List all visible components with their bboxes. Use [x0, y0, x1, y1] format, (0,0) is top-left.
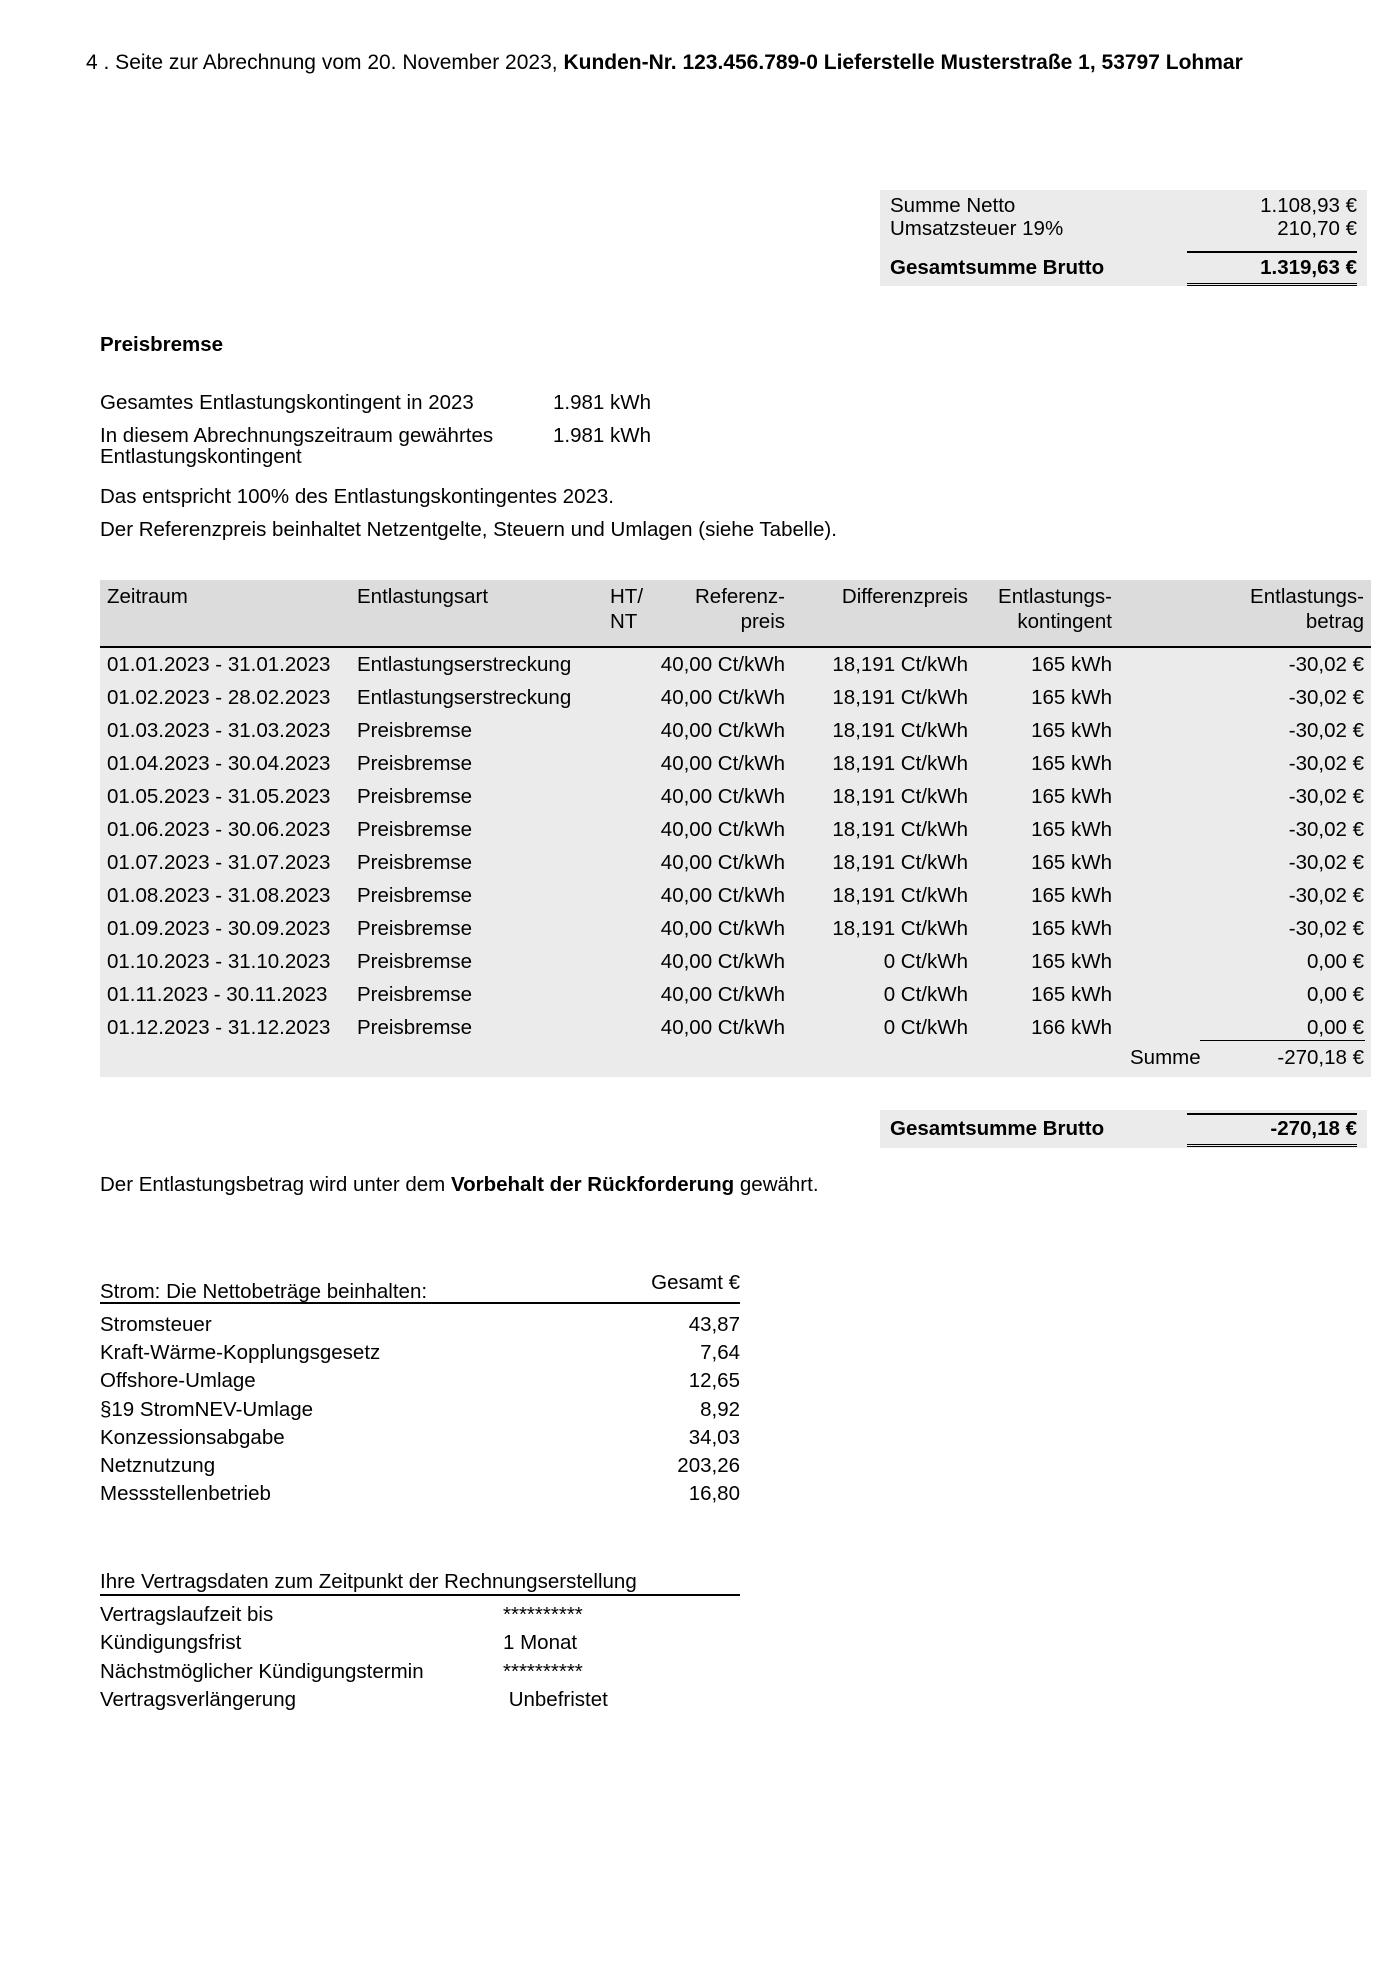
note-percentage: Das entspricht 100% des Entlastungskontingentes 2023. — [100, 485, 614, 508]
cell-entlastungsart: Preisbremse — [357, 884, 473, 907]
cell-zeitraum: 01.11.2023 - 30.11.2023 — [107, 983, 328, 1006]
cell-differenzpreis: 18,191 Ct/kWh — [832, 818, 968, 841]
cell-kontingent: 165 kWh — [1031, 983, 1112, 1006]
vertrag-title: Ihre Vertragsdaten zum Zeitpunkt der Rechnungserstellung — [100, 1570, 637, 1593]
totals-bottom-rule — [1187, 1113, 1357, 1115]
cell-kontingent: 165 kWh — [1031, 851, 1112, 874]
cell-referenzpreis: 40,00 Ct/kWh — [660, 785, 785, 808]
col-kontingent — [980, 585, 1112, 634]
totals-box-bottom — [880, 1110, 1367, 1148]
table-header — [100, 580, 1371, 648]
cell-entlastungsart: Preisbremse — [357, 983, 473, 1006]
cell-betrag: 0,00 € — [1307, 1016, 1364, 1039]
table-row — [100, 752, 1371, 785]
cell-differenzpreis: 18,191 Ct/kWh — [832, 752, 968, 775]
table-row — [100, 653, 1371, 686]
cell-differenzpreis: 0 Ct/kWh — [883, 1016, 968, 1039]
note-referenzpreis: Der Referenzpreis beinhaltet Netzentgelte, Steuern und Umlagen (siehe Tabelle). — [100, 518, 837, 541]
netto-item-label: Netznutzung — [100, 1454, 216, 1477]
cell-entlastungsart: Entlastungserstreckung — [357, 653, 572, 676]
netto-title: Strom: Die Nettobeträge beinhalten: — [100, 1280, 428, 1303]
col-betrag-line2: betrag — [1305, 609, 1364, 633]
cell-entlastungsart: Preisbremse — [357, 851, 473, 874]
kontingent-label: Gesamtes Entlastungskontingent in 2023 — [100, 391, 474, 414]
summe-label: Summe — [1130, 1046, 1201, 1069]
cell-zeitraum: 01.02.2023 - 28.02.2023 — [107, 686, 331, 709]
netto-item-label: Stromsteuer — [100, 1313, 212, 1336]
cell-betrag: -30,02 € — [1288, 653, 1364, 676]
cell-referenzpreis: 40,00 Ct/kWh — [660, 884, 785, 907]
vertrag-item — [100, 1603, 740, 1631]
vertrag-item — [100, 1660, 740, 1688]
cell-betrag: -30,02 € — [1288, 851, 1364, 874]
brutto-value: 1.319,63 € — [1260, 256, 1357, 279]
cell-entlastungsart: Preisbremse — [357, 752, 473, 775]
netto-item-label: Kraft-Wärme-Kopplungsgesetz — [100, 1341, 381, 1365]
cell-entlastungsart: Preisbremse — [357, 917, 473, 940]
netto-item-label: Messstellenbetrieb — [100, 1482, 271, 1506]
cell-kontingent: 165 kWh — [1031, 752, 1112, 775]
col-htnt-line1: HT/ — [610, 585, 644, 608]
cell-referenzpreis: 40,00 Ct/kWh — [660, 818, 785, 841]
totals-box-top — [880, 190, 1367, 286]
table-row — [100, 1016, 1371, 1049]
col-betrag — [1200, 585, 1364, 634]
table-row — [100, 851, 1371, 884]
cell-kontingent: 165 kWh — [1031, 884, 1112, 907]
cell-zeitraum: 01.07.2023 - 31.07.2023 — [107, 851, 331, 874]
cell-referenzpreis: 40,00 Ct/kWh — [660, 686, 785, 709]
netto-item — [100, 1341, 740, 1369]
cell-entlastungsart: Entlastungserstreckung — [357, 686, 572, 709]
cell-zeitraum: 01.06.2023 - 30.06.2023 — [107, 818, 331, 841]
cell-zeitraum: 01.10.2023 - 31.10.2023 — [107, 950, 331, 973]
cell-referenzpreis: 40,00 Ct/kWh — [660, 653, 785, 676]
cell-kontingent: 165 kWh — [1031, 818, 1112, 841]
table-row — [100, 686, 1371, 719]
table-row — [100, 983, 1371, 1016]
vertrag-item-label: Kündigungsfrist — [100, 1631, 242, 1655]
netto-item — [100, 1454, 740, 1482]
cell-entlastungsart: Preisbremse — [357, 785, 473, 808]
netto-item-value: 43,87 — [688, 1313, 740, 1336]
vorbehalt-pre: Der Entlastungsbetrag wird unter dem — [100, 1173, 451, 1196]
cell-kontingent: 166 kWh — [1031, 1016, 1112, 1039]
cell-referenzpreis: 40,00 Ct/kWh — [660, 917, 785, 940]
netto-item-label: Konzessionsabgabe — [100, 1425, 285, 1449]
cell-referenzpreis: 40,00 Ct/kWh — [660, 719, 785, 742]
vertrag-item-label: Vertragslaufzeit bis — [100, 1603, 274, 1626]
cell-referenzpreis: 40,00 Ct/kWh — [660, 950, 785, 973]
cell-kontingent: 165 kWh — [1031, 719, 1112, 742]
cell-betrag: -30,02 € — [1288, 686, 1364, 709]
cell-zeitraum: 01.08.2023 - 31.08.2023 — [107, 884, 331, 907]
cell-differenzpreis: 18,191 Ct/kWh — [832, 719, 968, 742]
header-customer: Kunden-Nr. 123.456.789-0 Lieferstelle Musterstraße 1, 53797 Lohmar — [563, 51, 1243, 74]
cell-zeitraum: 01.05.2023 - 31.05.2023 — [107, 785, 331, 808]
table-row — [100, 818, 1371, 851]
col-referenzpreis — [660, 585, 785, 634]
vertrag-item — [100, 1631, 740, 1659]
col-htnt-line2: NT — [610, 609, 638, 633]
netto-header — [100, 1271, 740, 1304]
table-row — [100, 719, 1371, 752]
summe-rule — [1200, 1040, 1365, 1041]
cell-zeitraum: 01.09.2023 - 30.09.2023 — [107, 917, 331, 940]
gewaehrt-label-line2: Entlastungskontingent — [100, 445, 302, 468]
vertrag-header — [100, 1568, 740, 1596]
netto-item — [100, 1426, 740, 1454]
netto-value: 1.108,93 € — [1260, 194, 1357, 217]
netto-item-label: Offshore-Umlage — [100, 1369, 256, 1393]
cell-differenzpreis: 18,191 Ct/kWh — [832, 851, 968, 874]
brutto-label: Gesamtsumme Brutto — [890, 256, 1105, 279]
vertrag-item-label: Vertragsverlängerung — [100, 1687, 297, 1711]
vorbehalt-bold: Vorbehalt der Rückforderung — [450, 1173, 735, 1196]
cell-referenzpreis: 40,00 Ct/kWh — [660, 752, 785, 775]
cell-zeitraum: 01.12.2023 - 31.12.2023 — [107, 1016, 331, 1039]
netto-item — [100, 1398, 740, 1426]
netto-item-value: 7,64 — [700, 1341, 740, 1365]
totals-double-rule — [1187, 283, 1357, 286]
ust-value: 210,70 € — [1277, 217, 1357, 240]
col-kont-line2: kontingent — [1017, 609, 1112, 633]
cell-referenzpreis: 40,00 Ct/kWh — [660, 851, 785, 874]
cell-entlastungsart: Preisbremse — [357, 1016, 473, 1039]
cell-zeitraum: 01.04.2023 - 30.04.2023 — [107, 752, 331, 775]
gewaehrt-label-line1: In diesem Abrechnungszeitraum gewährtes — [100, 424, 494, 447]
vertrag-item-value: ********** — [503, 1659, 583, 1683]
netto-item-value: 34,03 — [688, 1425, 740, 1449]
col-differenzpreis: Differenzpreis — [841, 585, 968, 608]
col-kont-line1: Entlastungs- — [998, 585, 1112, 608]
preisbremse-title: Preisbremse — [100, 333, 224, 356]
col-zeitraum: Zeitraum — [107, 585, 188, 608]
vorbehalt-post: gewährt. — [734, 1173, 819, 1196]
vertrag-item-value: ********** — [503, 1603, 583, 1626]
netto-item-value: 12,65 — [688, 1369, 740, 1393]
cell-zeitraum: 01.03.2023 - 31.03.2023 — [107, 719, 331, 742]
cell-differenzpreis: 0 Ct/kWh — [883, 950, 968, 973]
cell-entlastungsart: Preisbremse — [357, 818, 473, 841]
cell-differenzpreis: 18,191 Ct/kWh — [832, 884, 968, 907]
cell-betrag: 0,00 € — [1307, 983, 1364, 1006]
table-row — [100, 884, 1371, 917]
vertrag-item-value: 1 Monat — [503, 1631, 578, 1655]
cell-betrag: -30,02 € — [1288, 917, 1364, 940]
cell-differenzpreis: 18,191 Ct/kWh — [832, 785, 968, 808]
netto-item-value: 203,26 — [677, 1454, 740, 1477]
netto-item — [100, 1482, 740, 1510]
vorbehalt-note — [100, 1173, 819, 1198]
page-header — [86, 50, 1386, 75]
brutto-bottom-label: Gesamtsumme Brutto — [890, 1117, 1105, 1140]
cell-betrag: 0,00 € — [1307, 950, 1364, 973]
cell-differenzpreis: 0 Ct/kWh — [883, 983, 968, 1006]
vertrag-item-label: Nächstmöglicher Kündigungstermin — [100, 1659, 424, 1683]
col-ref-line2: preis — [740, 609, 785, 633]
netto-label: Summe Netto — [890, 194, 1016, 217]
netto-item-value: 8,92 — [700, 1397, 740, 1421]
totals-bottom-double-rule — [1187, 1144, 1357, 1147]
kontingent-value: 1.981 kWh — [553, 391, 651, 414]
col-ref-line1: Referenz- — [694, 585, 785, 608]
cell-referenzpreis: 40,00 Ct/kWh — [660, 983, 785, 1006]
cell-differenzpreis: 18,191 Ct/kWh — [832, 917, 968, 940]
table-row — [100, 917, 1371, 950]
cell-betrag: -30,02 € — [1288, 785, 1364, 808]
ust-label: Umsatzsteuer 19% — [890, 217, 1064, 240]
cell-kontingent: 165 kWh — [1031, 686, 1112, 709]
cell-betrag: -30,02 € — [1288, 818, 1364, 841]
table-row — [100, 950, 1371, 983]
netto-col-gesamt: Gesamt € — [651, 1271, 740, 1294]
gewaehrt-value: 1.981 kWh — [553, 424, 651, 447]
brutto-bottom-value: -270,18 € — [1270, 1117, 1357, 1140]
cell-betrag: -30,02 € — [1288, 752, 1364, 775]
cell-entlastungsart: Preisbremse — [357, 950, 473, 973]
vertrag-item — [100, 1688, 740, 1716]
table-row — [100, 785, 1371, 818]
cell-betrag: -30,02 € — [1288, 884, 1364, 907]
vertrag-item-value: Unbefristet — [503, 1687, 608, 1711]
cell-kontingent: 165 kWh — [1031, 917, 1112, 940]
col-htnt — [610, 585, 643, 634]
header-prefix: 4 . Seite zur Abrechnung vom 20. November 2023, — [86, 51, 564, 74]
netto-item — [100, 1313, 740, 1341]
cell-referenzpreis: 40,00 Ct/kWh — [660, 1016, 785, 1039]
summe-value: -270,18 € — [1277, 1046, 1364, 1069]
entlastung-table — [100, 580, 1371, 1077]
cell-differenzpreis: 18,191 Ct/kWh — [832, 653, 968, 676]
col-betrag-line1: Entlastungs- — [1250, 585, 1364, 608]
netto-item — [100, 1369, 740, 1397]
netto-item-value: 16,80 — [688, 1482, 740, 1506]
cell-kontingent: 165 kWh — [1031, 950, 1112, 973]
cell-kontingent: 165 kWh — [1031, 785, 1112, 808]
netto-item-label: §19 StromNEV-Umlage — [100, 1397, 314, 1421]
cell-betrag: -30,02 € — [1288, 719, 1364, 742]
totals-rule — [1187, 251, 1357, 253]
cell-zeitraum: 01.01.2023 - 31.01.2023 — [107, 653, 331, 676]
col-entlastungsart: Entlastungsart — [357, 585, 489, 608]
cell-entlastungsart: Preisbremse — [357, 719, 473, 742]
cell-differenzpreis: 18,191 Ct/kWh — [832, 686, 968, 709]
cell-kontingent: 165 kWh — [1031, 653, 1112, 676]
